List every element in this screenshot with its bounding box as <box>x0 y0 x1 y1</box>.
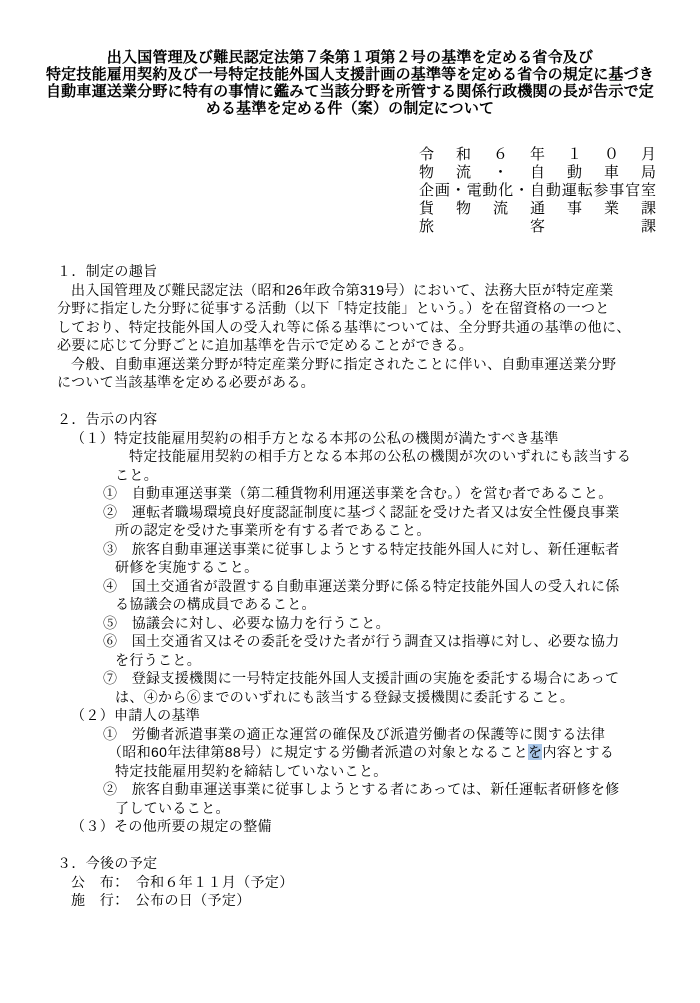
issuer-block <box>419 146 656 236</box>
text-line: 令和６年１０月 <box>419 146 656 163</box>
text-line: ② 旅客自動車運送事業に従事しようとする者にあっては、新任運転者研修を修 <box>103 781 620 797</box>
text-line: （２）申請人の基準 <box>71 707 201 723</box>
text-line: 自動車運送業分野に特有の事情に鑑みて当該分野を所管する関係行政機関の長が告示で定 <box>45 83 654 100</box>
text-line: （１）特定技能雇用契約の相手方となる本邦の公私の機関が満たすべき基準 <box>71 429 559 446</box>
text-line: ① 自動車運送事業（第二種貨物利用運送事業を含む。）を営む者であること。 <box>103 485 613 501</box>
text-line: ⑥ 国土交通省又はその委託を受けた者が行う調査又は指導に対し、必要な協力 <box>103 633 620 649</box>
text-line: ④ 国土交通省が設置する自動車運送業分野に係る特定技能外国人の受入れに係 <box>103 577 620 594</box>
text-line: 了していること。 <box>115 799 230 816</box>
text-line: しており、特定技能外国人の受入れ等に係る基準については、全分野共通の基準の他に、 <box>57 318 631 335</box>
text-line: ２．告示の内容 <box>57 411 158 427</box>
text-line: める基準を定める件（案）の制定について <box>205 100 495 117</box>
text-line: ① 労働者派遣事業の適正な運営の確保及び派遣労働者の保護等に関する法律 <box>103 725 606 742</box>
text-line: る協議会の構成員であること。 <box>115 596 316 612</box>
document-body <box>0 262 700 910</box>
text-line: 特定技能雇用契約の相手方となる本邦の公私の機関が次のいずれにも該当する <box>129 448 632 464</box>
text-line: 物流・自動車局 <box>419 164 656 181</box>
text-line: ⑦ 登録支援機関に一号特定技能外国人支援計画の実施を委託する場合にあって <box>103 670 620 686</box>
text-line: 今般、自動車運送業分野が特定産業分野に指定されたことに伴い、自動車運送業分野 <box>71 355 617 372</box>
text-line: 特定技能雇用契約及び一号特定技能外国人支援計画の基準等を定める省令の規定に基づき <box>45 66 654 83</box>
highlighted-text: を <box>528 744 543 760</box>
text-line: 必要に応じて分野ごとに追加基準を告示で定めることができる。 <box>57 337 474 353</box>
text-line: ② 運転者職場環境良好度認証制度に基づく認証を受けた者又は安全性優良事業 <box>103 503 620 520</box>
text-line: ３．今後の予定 <box>57 855 158 871</box>
text-line: ③ 旅客自動車運送事業に従事しようとする特定技能外国人に対し、新任運転者 <box>103 540 620 557</box>
text-line: １．制定の趣旨 <box>57 263 158 279</box>
text-line: 分野に指定した分野に従事する活動（以下「特定技能」という。）を在留資格の一つと <box>57 300 610 316</box>
text-line: 特定技能雇用契約を締結していないこと。 <box>115 762 388 779</box>
text-line: 公 布： 令和６年１１月（予定） <box>71 873 294 890</box>
text-line: 出入国管理及び難民認定法第７条第１項第２号の基準を定める省令及び <box>106 49 594 66</box>
text-line: について当該基準を定める必要がある。 <box>57 374 316 390</box>
document-title <box>0 49 700 117</box>
text-line: こと。 <box>115 466 159 483</box>
text-segment: 内容とする <box>542 744 615 760</box>
text-line: を行うこと。 <box>115 651 202 668</box>
text-line: （３）その他所要の規定の整備 <box>71 818 272 834</box>
blank-line <box>0 392 700 411</box>
text-segment: （昭和60年法律第88号）に規定する労働者派遣の対象となること <box>108 744 528 760</box>
text-line: 出入国管理及び難民認定法（昭和26年政令第319号）において、法務大臣が特定産業 <box>71 281 614 298</box>
blank-line <box>0 836 700 855</box>
text-line <box>0 743 700 762</box>
text-line: 研修を実施すること。 <box>115 559 259 575</box>
text-line: 企画・電動化・自動運転参事官室 <box>419 182 656 199</box>
text-line: 施 行： 公布の日（予定） <box>71 892 251 908</box>
text-line: は、④から⑥までのいずれにも該当する登録支援機関に委託すること。 <box>115 688 575 705</box>
text-line: ⑤ 協議会に対し、必要な協力を行うこと。 <box>103 614 390 631</box>
text-line: 所の認定を受けた事業所を有する者であること。 <box>115 522 431 538</box>
text-line: 旅客課 <box>419 218 656 235</box>
text-line: 貨物流通事業課 <box>419 200 656 217</box>
